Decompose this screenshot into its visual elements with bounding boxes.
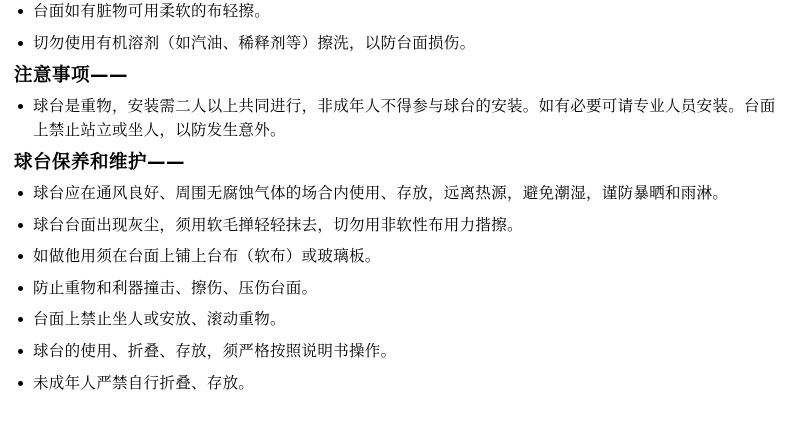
maintenance-bullet-list	[14, 182, 776, 395]
list-item-text: 切勿使用有机溶剂（如汽油、稀释剂等）擦洗，以防台面损伤。	[33, 33, 476, 52]
list-item	[14, 308, 776, 332]
list-item	[14, 182, 776, 206]
list-item-text: 台面如有脏物可用柔软的布轻擦。	[33, 2, 271, 20]
list-item-text: 台面上禁止坐人或安放、滚动重物。	[33, 310, 286, 329]
list-item-text: 防止重物和利器撞击、擦伤、压伤台面。	[33, 278, 318, 297]
list-item	[14, 95, 776, 142]
list-item	[14, 372, 776, 396]
list-item-text: 球台是重物，安装需二人以上共同进行，非成年人不得参与球台的安装。如有必要可请专业人员安装。台面上禁止站立或坐人，以防发生意外。	[33, 97, 776, 139]
list-item	[14, 0, 776, 24]
list-item	[14, 245, 776, 269]
intro-bullet-list	[14, 0, 776, 55]
precautions-bullet-list	[14, 95, 776, 142]
list-item-text: 未成年人严禁自行折叠、存放。	[33, 373, 255, 392]
list-item-text: 如做他用须在台面上铺上台布（软布）或玻璃板。	[33, 247, 381, 266]
list-item	[14, 214, 776, 238]
list-item-text: 球台的使用、折叠、存放，须严格按照说明书操作。	[33, 342, 397, 361]
section-heading-maintenance: 球台保养和维护——	[14, 152, 186, 174]
list-item	[14, 340, 776, 364]
list-item-text: 球台应在通风良好、周围无腐蚀气体的场合内使用、存放，远离热源，避免潮湿，谨防暴晒和雨淋。	[33, 184, 729, 203]
section-heading-precautions: 注意事项——	[14, 65, 129, 87]
list-item	[14, 277, 776, 301]
list-item	[14, 32, 776, 56]
list-item-text: 球台台面出现灰尘，须用软毛掸轻轻抹去，切勿用非软性布用力揩擦。	[33, 215, 523, 234]
